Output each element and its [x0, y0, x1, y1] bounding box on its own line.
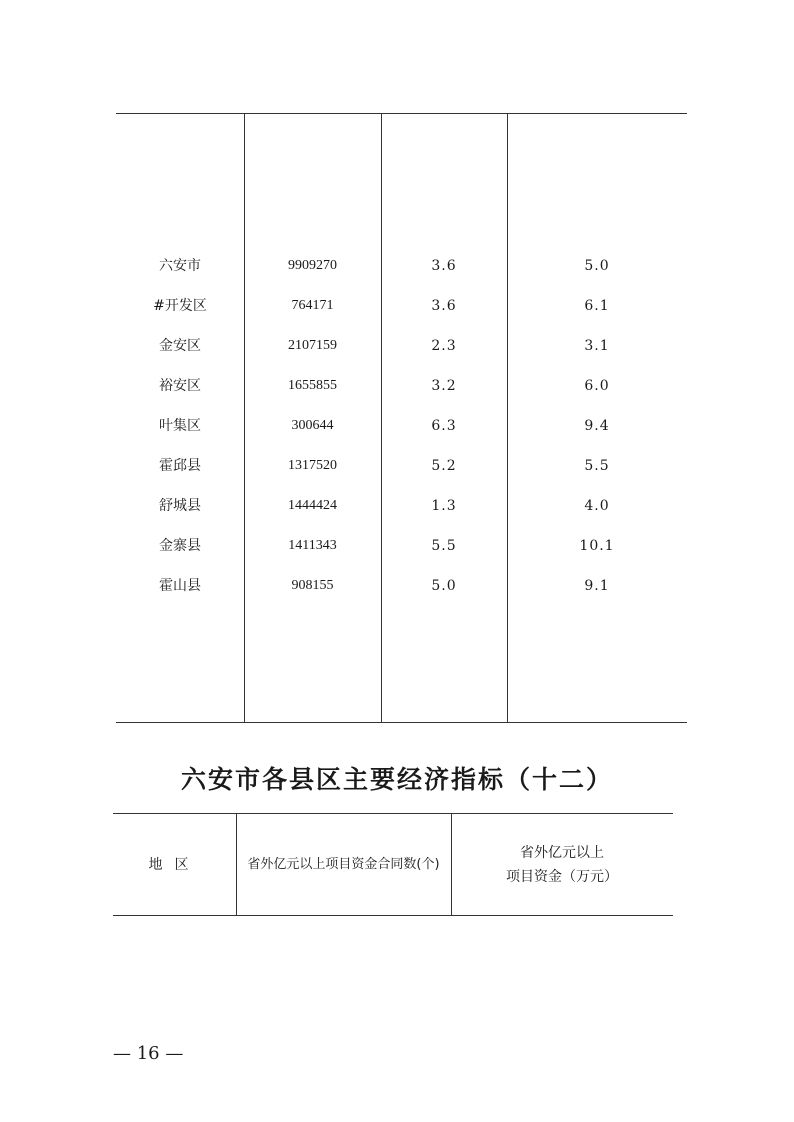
- cell-rate-2: 4.0: [584, 498, 610, 514]
- cell-rate-1: 3.6: [431, 258, 457, 274]
- table-row: [116, 456, 687, 476]
- cell-value: 300644: [291, 418, 334, 433]
- cell-rate-2: 6.1: [584, 298, 610, 314]
- cell-rate-2: 9.4: [584, 418, 610, 434]
- cell-region: 金寨县: [159, 538, 201, 554]
- cell-region: 舒城县: [159, 498, 201, 514]
- cell-value: 1444424: [288, 498, 337, 513]
- cell-value: 1411343: [288, 538, 337, 553]
- header-region: 地区: [148, 856, 201, 873]
- cell-value: 2107159: [288, 338, 337, 353]
- cell-rate-1: 5.5: [431, 538, 457, 554]
- table-row: [116, 376, 687, 396]
- cell-value: 764171: [291, 298, 334, 313]
- cell-region: 六安市: [159, 258, 201, 274]
- table-row: [116, 536, 687, 556]
- cell-rate-2: 6.0: [584, 378, 610, 394]
- cell-rate-2: 9.1: [584, 578, 610, 594]
- header-project-funds-line2: 项目资金（万元）: [506, 868, 618, 885]
- indicator-table-continued: [116, 113, 687, 723]
- cell-rate-2: 5.0: [584, 258, 610, 274]
- cell-rate-1: 6.3: [431, 418, 457, 434]
- table-row: [116, 296, 687, 316]
- cell-region: 叶集区: [159, 418, 201, 434]
- cell-value: 9909270: [288, 258, 337, 273]
- table-row: [116, 336, 687, 356]
- cell-rate-1: 3.6: [431, 298, 457, 314]
- header-project-funds-line1: 省外亿元以上: [520, 844, 604, 861]
- cell-region: 霍邱县: [159, 458, 201, 474]
- cell-rate-2: 10.1: [579, 538, 615, 554]
- cell-value: 908155: [291, 578, 334, 593]
- indicator-table-header: [113, 813, 673, 916]
- cell-rate-2: 3.1: [584, 338, 610, 354]
- table-row: [116, 256, 687, 276]
- page-number: — 16 —: [113, 1043, 184, 1064]
- cell-rate-1: 5.2: [431, 458, 457, 474]
- cell-rate-1: 3.2: [431, 378, 457, 394]
- cell-rate-1: 1.3: [431, 498, 457, 514]
- table-row: [116, 576, 687, 596]
- cell-rate-1: 2.3: [431, 338, 457, 354]
- cell-rate-2: 5.5: [584, 458, 610, 474]
- cell-region: 金安区: [159, 338, 201, 354]
- cell-region: 霍山县: [159, 578, 201, 594]
- section-title: 六安市各县区主要经济指标（十二）: [180, 765, 613, 794]
- header-project-funds: [451, 814, 673, 915]
- header-contract-count: 省外亿元以上项目资金合同数(个): [247, 856, 440, 872]
- cell-region: 裕安区: [159, 378, 201, 394]
- table-row: [116, 496, 687, 516]
- cell-value: 1317520: [288, 458, 337, 473]
- cell-rate-1: 5.0: [431, 578, 457, 594]
- cell-value: 1655855: [288, 378, 337, 393]
- table-row: [116, 416, 687, 436]
- cell-region: #开发区: [153, 298, 207, 314]
